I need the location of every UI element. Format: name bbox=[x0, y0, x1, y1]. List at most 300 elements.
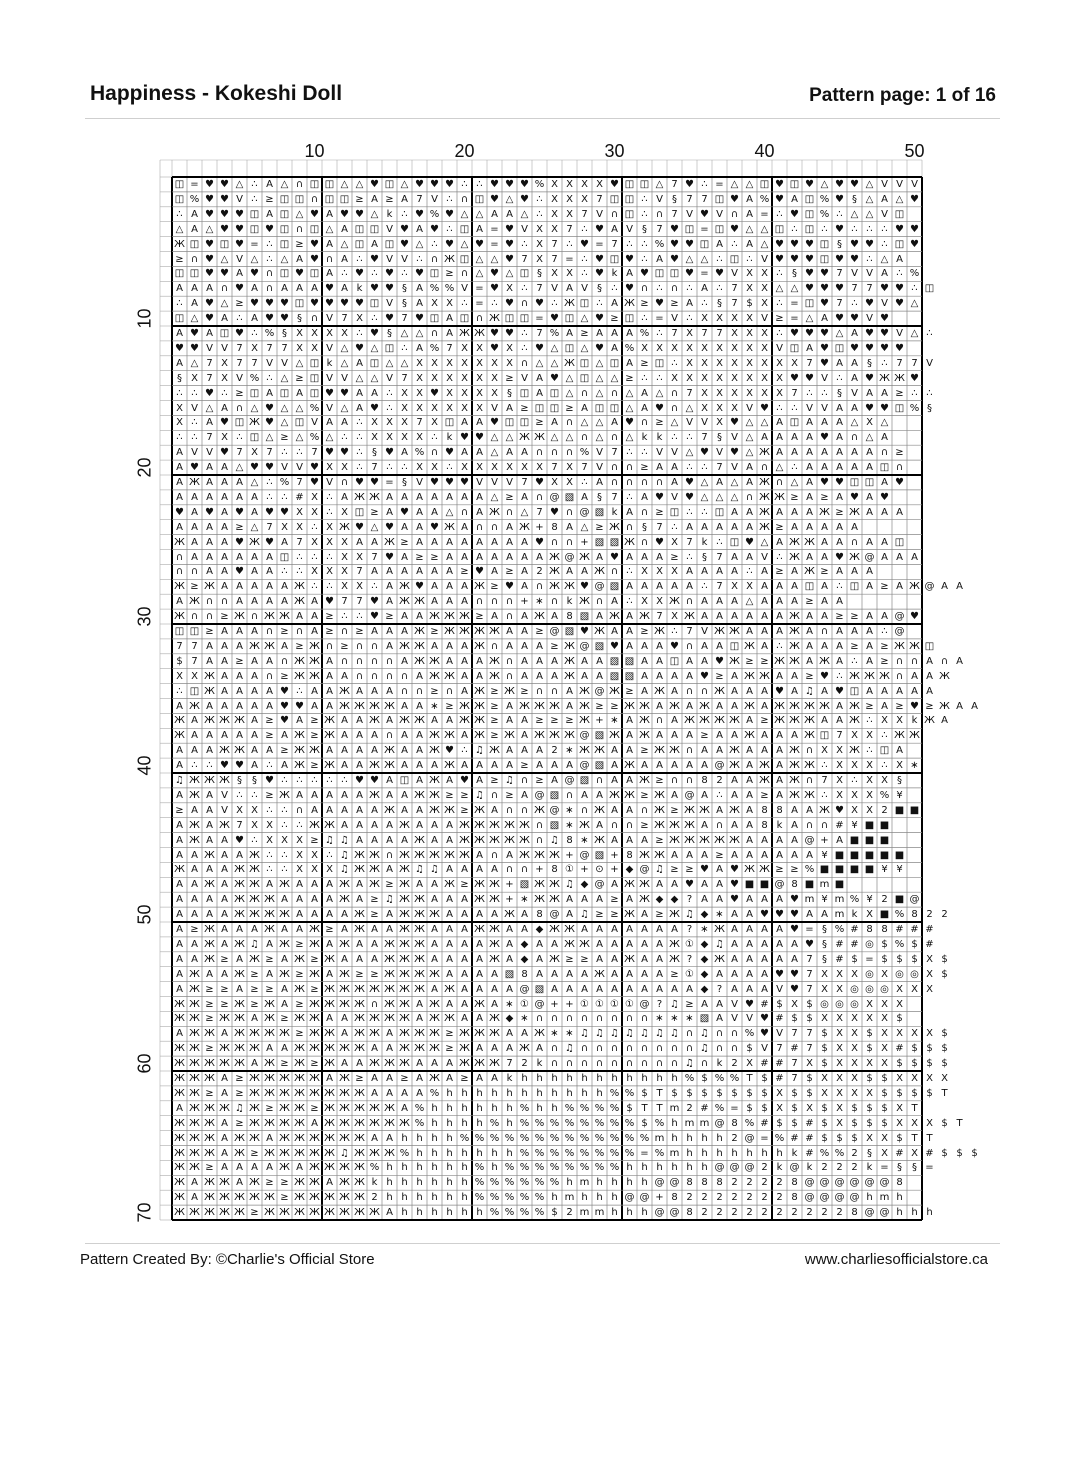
pattern-row bbox=[172, 296, 922, 311]
stitch-symbol: Ж bbox=[789, 611, 800, 623]
stitch-symbol: ♥ bbox=[700, 670, 709, 682]
stitch-symbol: Ж bbox=[339, 1087, 350, 1099]
stitch-symbol: 7 bbox=[731, 298, 738, 310]
stitch-symbol: Ж bbox=[669, 834, 680, 846]
stitch-symbol: A bbox=[611, 983, 618, 995]
stitch-symbol: ∴ bbox=[266, 849, 273, 861]
stitch-symbol: h bbox=[611, 1207, 618, 1219]
stitch-symbol: A bbox=[191, 506, 198, 518]
stitch-symbol: ∴ bbox=[386, 462, 393, 474]
pattern-row bbox=[172, 386, 937, 401]
stitch-symbol: @ bbox=[579, 760, 590, 772]
stitch-symbol: ∴ bbox=[266, 864, 273, 876]
stitch-symbol: ∴ bbox=[866, 223, 873, 235]
stitch-symbol: △ bbox=[475, 268, 484, 280]
stitch-symbol: V bbox=[821, 402, 828, 414]
stitch-symbol: Ж bbox=[264, 1192, 275, 1204]
stitch-symbol: h bbox=[596, 1087, 603, 1099]
stitch-symbol: ♥ bbox=[220, 179, 229, 190]
stitch-symbol: $ bbox=[551, 1207, 558, 1219]
stitch-symbol: A bbox=[821, 640, 828, 652]
stitch-symbol: h bbox=[656, 1162, 663, 1174]
stitch-symbol: Ж bbox=[204, 1192, 215, 1204]
stitch-symbol: A bbox=[686, 700, 693, 712]
stitch-symbol: $ bbox=[911, 938, 918, 950]
stitch-symbol: Ж bbox=[324, 953, 335, 965]
stitch-symbol: h bbox=[476, 1117, 483, 1129]
stitch-symbol: Ж bbox=[729, 745, 740, 757]
stitch-symbol: X bbox=[851, 1013, 858, 1025]
stitch-symbol: 2 bbox=[821, 1162, 828, 1174]
stitch-symbol: ≥ bbox=[865, 700, 874, 712]
stitch-symbol: Ж bbox=[579, 596, 590, 608]
stitch-symbol: ♥ bbox=[385, 313, 394, 325]
stitch-symbol: V bbox=[506, 477, 513, 488]
stitch-symbol: ∗ bbox=[700, 924, 709, 935]
stitch-symbol: % bbox=[309, 432, 320, 444]
pattern-row bbox=[172, 371, 922, 386]
stitch-symbol: A bbox=[206, 745, 213, 757]
stitch-symbol: ∩ bbox=[685, 1043, 694, 1055]
stitch-symbol: X bbox=[851, 804, 858, 816]
stitch-symbol: h bbox=[476, 1207, 483, 1219]
stitch-symbol: 8 bbox=[731, 1117, 738, 1129]
stitch-symbol: 8 bbox=[881, 924, 888, 935]
stitch-symbol: A bbox=[941, 715, 948, 727]
stitch-symbol: h bbox=[431, 1162, 438, 1174]
stitch-symbol: Ж bbox=[699, 804, 710, 816]
stitch-symbol: ? bbox=[686, 953, 693, 965]
stitch-symbol: 2 bbox=[881, 804, 888, 816]
stitch-symbol: ♥ bbox=[280, 685, 289, 697]
stitch-symbol: ◫ bbox=[429, 313, 440, 325]
stitch-symbol: Ж bbox=[339, 998, 350, 1010]
stitch-symbol: ▧ bbox=[549, 819, 560, 831]
pattern-row bbox=[172, 758, 922, 773]
stitch-symbol: Ж bbox=[459, 328, 470, 339]
stitch-symbol: X bbox=[656, 342, 663, 354]
stitch-symbol: § bbox=[792, 268, 797, 280]
stitch-symbol: X bbox=[476, 462, 483, 474]
stitch-symbol: A bbox=[431, 834, 438, 846]
stitch-symbol: A bbox=[776, 447, 783, 459]
stitch-symbol: Ж bbox=[429, 968, 440, 980]
stitch-symbol: ∴ bbox=[716, 283, 723, 295]
stitch-symbol: ∩ bbox=[430, 328, 439, 339]
stitch-symbol: 8 bbox=[896, 1177, 903, 1189]
stitch-symbol: 7 bbox=[866, 283, 873, 295]
stitch-symbol: A bbox=[446, 581, 453, 593]
stitch-symbol: A bbox=[836, 521, 843, 533]
stitch-symbol: A bbox=[551, 670, 558, 682]
stitch-symbol: X bbox=[746, 357, 753, 369]
stitch-symbol: 7 bbox=[521, 253, 528, 265]
stitch-symbol: A bbox=[806, 551, 813, 563]
pattern-row bbox=[172, 207, 907, 222]
stitch-symbol: A bbox=[626, 626, 633, 637]
stitch-symbol: $ bbox=[776, 998, 783, 1010]
stitch-symbol: A bbox=[191, 1192, 198, 1204]
stitch-symbol: A bbox=[716, 566, 723, 578]
stitch-symbol: A bbox=[761, 566, 768, 578]
stitch-symbol: Ж bbox=[384, 536, 395, 548]
stitch-symbol: A bbox=[281, 1043, 288, 1055]
stitch-symbol: X bbox=[461, 342, 468, 354]
stitch-symbol: ≥ bbox=[670, 551, 679, 563]
stitch-symbol: A bbox=[176, 328, 183, 339]
stitch-symbol: # bbox=[925, 1147, 934, 1159]
row-number: 20 bbox=[134, 457, 155, 478]
stitch-symbol: V bbox=[671, 447, 678, 459]
stitch-symbol: X bbox=[281, 834, 288, 846]
stitch-symbol: ♥ bbox=[670, 238, 679, 250]
stitch-symbol: A bbox=[491, 983, 498, 995]
stitch-symbol: % bbox=[609, 1132, 620, 1144]
stitch-symbol: A bbox=[521, 611, 528, 623]
stitch-symbol: △ bbox=[325, 432, 334, 444]
stitch-symbol: ∴ bbox=[236, 789, 243, 801]
stitch-symbol: A bbox=[611, 879, 618, 891]
stitch-symbol: ∴ bbox=[221, 387, 228, 399]
stitch-symbol: ♥ bbox=[745, 536, 754, 548]
stitch-symbol: Ж bbox=[774, 700, 785, 712]
stitch-symbol: X bbox=[536, 462, 543, 474]
stitch-symbol: △ bbox=[670, 417, 679, 429]
stitch-symbol: ♥ bbox=[820, 432, 829, 444]
stitch-symbol: X bbox=[866, 417, 873, 429]
stitch-symbol: $ bbox=[806, 1013, 813, 1025]
stitch-symbol: A bbox=[776, 670, 783, 682]
stitch-symbol: Ж bbox=[369, 1147, 380, 1159]
stitch-symbol: A bbox=[896, 745, 903, 757]
stitch-symbol: Ж bbox=[399, 1043, 410, 1055]
stitch-symbol: A bbox=[776, 789, 783, 801]
stitch-symbol: h bbox=[491, 1102, 498, 1114]
stitch-symbol: A bbox=[791, 596, 798, 608]
stitch-symbol: 2 bbox=[881, 894, 888, 906]
stitch-symbol: A bbox=[521, 581, 528, 593]
stitch-symbol: A bbox=[431, 566, 438, 578]
stitch-symbol: + bbox=[610, 864, 619, 876]
stitch-symbol: A bbox=[491, 968, 498, 980]
stitch-symbol: ∴ bbox=[806, 387, 813, 399]
stitch-symbol: ◫ bbox=[339, 193, 350, 205]
stitch-symbol: Ж bbox=[414, 640, 425, 652]
stitch-symbol: A bbox=[446, 491, 453, 503]
stitch-symbol: A bbox=[371, 819, 378, 831]
stitch-symbol: # bbox=[850, 938, 859, 950]
stitch-symbol: = bbox=[250, 238, 259, 250]
stitch-symbol: V bbox=[206, 342, 213, 354]
stitch-symbol: ≥ bbox=[610, 894, 619, 906]
stitch-symbol: ◎ bbox=[880, 983, 889, 995]
stitch-symbol: ♥ bbox=[400, 223, 409, 235]
stitch-symbol: ♥ bbox=[850, 342, 859, 354]
stitch-symbol: @ bbox=[744, 1162, 755, 1174]
stitch-symbol: X bbox=[506, 342, 513, 354]
stitch-symbol: A bbox=[536, 968, 543, 980]
stitch-symbol: Ж bbox=[204, 1058, 215, 1070]
stitch-symbol: ∴ bbox=[851, 223, 858, 235]
stitch-symbol: X bbox=[311, 342, 318, 354]
stitch-symbol: § bbox=[297, 313, 302, 325]
stitch-symbol: ◫ bbox=[294, 193, 305, 205]
stitch-symbol: A bbox=[326, 208, 333, 220]
stitch-symbol: A bbox=[176, 596, 183, 608]
stitch-symbol: A bbox=[401, 789, 408, 801]
stitch-symbol: A bbox=[311, 789, 318, 801]
stitch-symbol: △ bbox=[835, 328, 844, 339]
stitch-symbol: ◫ bbox=[804, 581, 815, 593]
stitch-symbol: = bbox=[595, 238, 604, 250]
stitch-symbol: V bbox=[221, 804, 228, 816]
stitch-symbol: A bbox=[431, 1058, 438, 1070]
stitch-symbol: ◫ bbox=[384, 342, 395, 354]
stitch-symbol: ♫ bbox=[340, 834, 349, 846]
stitch-symbol: ◫ bbox=[684, 223, 695, 235]
stitch-symbol: Ж bbox=[399, 1058, 410, 1070]
stitch-symbol: ◫ bbox=[624, 179, 635, 190]
stitch-symbol: Ж bbox=[399, 909, 410, 921]
stitch-symbol: ♥ bbox=[220, 417, 229, 429]
stitch-symbol: A bbox=[746, 834, 753, 846]
stitch-symbol: ∩ bbox=[175, 566, 184, 578]
stitch-symbol: A bbox=[746, 193, 753, 205]
stitch-symbol: ∴ bbox=[536, 193, 543, 205]
stitch-symbol: ▧ bbox=[594, 849, 605, 861]
stitch-symbol: A bbox=[461, 998, 468, 1010]
stitch-symbol: A bbox=[671, 760, 678, 772]
stitch-symbol: 7 bbox=[296, 477, 303, 488]
stitch-symbol: A bbox=[716, 864, 723, 876]
stitch-symbol: ≥ bbox=[790, 864, 799, 876]
stitch-symbol: ∗ bbox=[565, 819, 574, 831]
stitch-symbol: V bbox=[731, 1013, 738, 1025]
stitch-symbol: △ bbox=[685, 447, 694, 459]
stitch-symbol: ◫ bbox=[189, 268, 200, 280]
stitch-symbol: ◆ bbox=[700, 983, 709, 995]
stitch-symbol: Ж bbox=[294, 730, 305, 742]
stitch-symbol: ≥ bbox=[310, 834, 319, 846]
stitch-symbol: $ bbox=[806, 1073, 813, 1084]
stitch-symbol: ♥ bbox=[595, 223, 604, 235]
stitch-symbol: ♥ bbox=[280, 313, 289, 325]
stitch-symbol: m bbox=[579, 1177, 590, 1189]
stitch-symbol: @ bbox=[714, 1117, 725, 1129]
stitch-symbol: V bbox=[731, 462, 738, 474]
pattern-row bbox=[172, 1026, 952, 1041]
stitch-symbol: A bbox=[761, 611, 768, 623]
stitch-symbol: m bbox=[699, 1117, 710, 1129]
stitch-symbol: X bbox=[746, 268, 753, 280]
stitch-symbol: X bbox=[551, 208, 558, 220]
stitch-symbol: ■ bbox=[759, 879, 770, 891]
stitch-symbol: ◫ bbox=[864, 477, 875, 488]
stitch-symbol: ♥ bbox=[760, 909, 769, 921]
stitch-symbol: T bbox=[656, 1087, 663, 1099]
stitch-symbol: h bbox=[431, 1177, 438, 1189]
stitch-symbol: △ bbox=[595, 357, 604, 369]
stitch-symbol: Ж bbox=[849, 506, 860, 518]
stitch-symbol: ■ bbox=[804, 879, 815, 891]
stitch-symbol: h bbox=[536, 1087, 543, 1099]
stitch-symbol: Ж bbox=[369, 760, 380, 772]
stitch-symbol: Ж bbox=[369, 491, 380, 503]
stitch-symbol: h bbox=[911, 1207, 918, 1219]
stitch-symbol: Ж bbox=[429, 789, 440, 801]
stitch-symbol: ∩ bbox=[610, 208, 619, 220]
stitch-symbol: A bbox=[416, 1013, 423, 1025]
stitch-symbol: A bbox=[491, 536, 498, 548]
stitch-symbol: A bbox=[926, 655, 933, 667]
pattern-row bbox=[172, 1146, 982, 1161]
stitch-symbol: ≥ bbox=[295, 968, 304, 980]
stitch-symbol: ◫ bbox=[804, 208, 815, 220]
stitch-symbol: 7 bbox=[671, 179, 678, 190]
stitch-symbol: ♥ bbox=[280, 506, 289, 518]
stitch-symbol: ∩ bbox=[430, 253, 439, 265]
stitch-symbol: ♥ bbox=[895, 223, 904, 235]
stitch-symbol: A bbox=[596, 328, 603, 339]
stitch-symbol: A bbox=[251, 730, 258, 742]
stitch-symbol: A bbox=[536, 670, 543, 682]
stitch-symbol: ≥ bbox=[775, 313, 784, 325]
stitch-symbol: A bbox=[776, 432, 783, 444]
stitch-symbol: ∴ bbox=[356, 462, 363, 474]
stitch-symbol: Ж bbox=[414, 789, 425, 801]
stitch-symbol: △ bbox=[550, 357, 559, 369]
stitch-symbol: % bbox=[624, 1132, 635, 1144]
stitch-symbol: Ж bbox=[804, 536, 815, 548]
stitch-symbol: A bbox=[251, 491, 258, 503]
stitch-symbol: X bbox=[221, 357, 228, 369]
stitch-symbol: ♫ bbox=[670, 998, 679, 1010]
stitch-symbol: A bbox=[461, 655, 468, 667]
stitch-symbol: @ bbox=[564, 551, 575, 563]
stitch-symbol: A bbox=[626, 640, 633, 652]
stitch-symbol: ♥ bbox=[745, 998, 754, 1010]
stitch-symbol: Ж bbox=[414, 626, 425, 637]
stitch-symbol: $ bbox=[896, 1132, 903, 1144]
stitch-symbol: A bbox=[716, 477, 723, 488]
stitch-symbol: A bbox=[581, 968, 588, 980]
stitch-symbol: Ж bbox=[549, 551, 560, 563]
stitch-symbol: △ bbox=[340, 179, 349, 190]
stitch-symbol: T bbox=[656, 1102, 663, 1114]
stitch-symbol: ≥ bbox=[265, 1102, 274, 1114]
stitch-symbol: ♥ bbox=[265, 313, 274, 325]
stitch-symbol: A bbox=[476, 506, 483, 518]
stitch-symbol: Ж bbox=[759, 521, 770, 533]
stitch-symbol: 8 bbox=[551, 521, 558, 533]
stitch-symbol: A bbox=[611, 968, 618, 980]
stitch-symbol: ≥ bbox=[490, 730, 499, 742]
stitch-symbol: Ж bbox=[519, 849, 530, 861]
stitch-symbol: ♥ bbox=[535, 342, 544, 354]
stitch-symbol: ∩ bbox=[595, 596, 604, 608]
stitch-symbol: ♥ bbox=[505, 179, 514, 190]
stitch-symbol: A bbox=[806, 640, 813, 652]
stitch-symbol: ♥ bbox=[805, 268, 814, 280]
stitch-symbol: ∩ bbox=[295, 804, 304, 816]
stitch-symbol: A bbox=[521, 745, 528, 757]
stitch-symbol: ∴ bbox=[326, 491, 333, 503]
stitch-symbol: ∩ bbox=[490, 521, 499, 533]
stitch-symbol: ∗ bbox=[430, 700, 439, 712]
stitch-symbol: Ж bbox=[324, 1028, 335, 1040]
stitch-symbol: ∩ bbox=[265, 283, 274, 295]
stitch-symbol: A bbox=[776, 626, 783, 637]
stitch-symbol: Ж bbox=[714, 685, 725, 697]
stitch-symbol: A bbox=[611, 328, 618, 339]
stitch-symbol: A bbox=[326, 670, 333, 682]
stitch-symbol: 7 bbox=[671, 328, 678, 339]
stitch-symbol: A bbox=[686, 655, 693, 667]
stitch-symbol: k bbox=[641, 432, 648, 444]
stitch-symbol: V bbox=[551, 283, 558, 295]
stitch-symbol: ♥ bbox=[535, 477, 544, 488]
stitch-symbol: ◆ bbox=[700, 968, 709, 980]
pattern-row bbox=[172, 252, 907, 267]
stitch-symbol: A bbox=[761, 938, 768, 950]
stitch-symbol: 7 bbox=[911, 357, 918, 369]
stitch-symbol: ♥ bbox=[910, 372, 919, 384]
stitch-symbol: Ж bbox=[234, 611, 245, 623]
stitch-symbol: ♥ bbox=[790, 372, 799, 384]
stitch-symbol: @ bbox=[864, 1177, 875, 1189]
stitch-symbol: X bbox=[731, 357, 738, 369]
stitch-symbol: h bbox=[536, 1102, 543, 1114]
stitch-symbol: § bbox=[867, 1147, 872, 1159]
stitch-symbol: A bbox=[776, 924, 783, 935]
stitch-symbol: A bbox=[401, 521, 408, 533]
stitch-symbol: Ж bbox=[249, 1043, 260, 1055]
stitch-symbol: ♥ bbox=[205, 313, 214, 325]
stitch-symbol: X bbox=[461, 357, 468, 369]
stitch-symbol: ♥ bbox=[805, 283, 814, 295]
stitch-symbol: ◫ bbox=[714, 223, 725, 235]
stitch-symbol: A bbox=[491, 804, 498, 816]
stitch-symbol: ∴ bbox=[371, 581, 378, 593]
stitch-symbol: ≥ bbox=[220, 611, 229, 623]
stitch-symbol: ♥ bbox=[595, 253, 604, 265]
stitch-symbol: 8 bbox=[701, 775, 708, 786]
stitch-symbol: ◫ bbox=[789, 179, 800, 190]
stitch-symbol: A bbox=[521, 536, 528, 548]
stitch-symbol: Ж bbox=[294, 655, 305, 667]
stitch-symbol: X bbox=[416, 387, 423, 399]
stitch-symbol: Ж bbox=[339, 1073, 350, 1084]
stitch-symbol: A bbox=[911, 551, 918, 563]
stitch-symbol: A bbox=[416, 745, 423, 757]
stitch-symbol: A bbox=[476, 655, 483, 667]
stitch-symbol: ♥ bbox=[235, 238, 244, 250]
stitch-symbol: ≥ bbox=[295, 1028, 304, 1040]
stitch-symbol: ♥ bbox=[370, 477, 379, 488]
stitch-symbol: A bbox=[521, 789, 528, 801]
stitch-symbol: △ bbox=[370, 208, 379, 220]
stitch-symbol: ♥ bbox=[835, 685, 844, 697]
stitch-symbol: X bbox=[821, 745, 828, 757]
stitch-symbol: m bbox=[579, 1207, 590, 1219]
stitch-symbol: ◫ bbox=[399, 775, 410, 786]
stitch-symbol: ◎ bbox=[865, 938, 874, 950]
stitch-symbol: h bbox=[596, 1192, 603, 1204]
stitch-symbol: A bbox=[386, 924, 393, 935]
stitch-symbol: ∴ bbox=[491, 298, 498, 310]
stitch-symbol: 8 bbox=[701, 1177, 708, 1189]
stitch-symbol: Ж bbox=[264, 640, 275, 652]
